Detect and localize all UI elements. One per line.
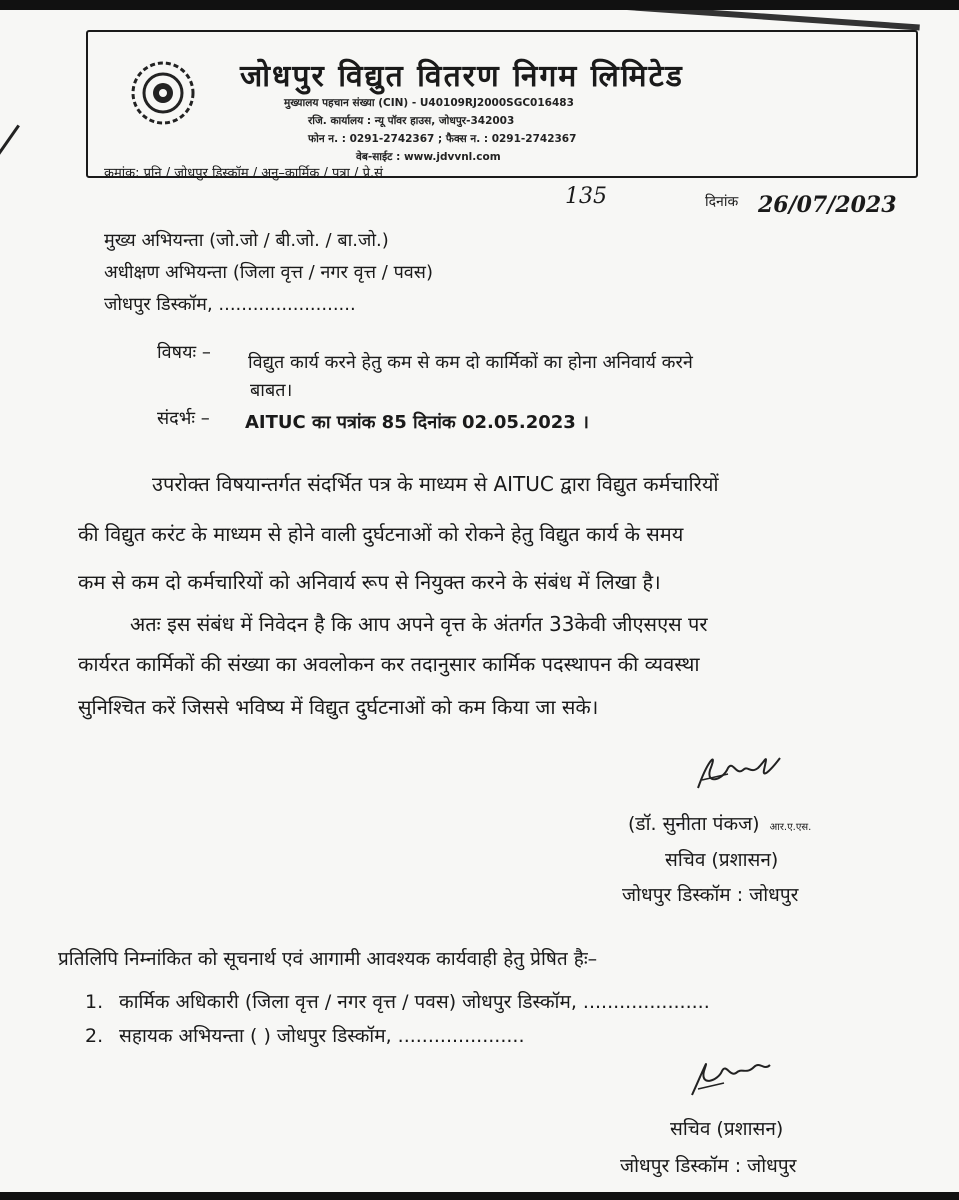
letterhead-office: रजि. कार्यालय : न्यू पॉवर हाउस, जोधपुर-342003	[308, 115, 515, 127]
letterhead	[86, 30, 918, 178]
signatory-office: जोधपुर डिस्कॉम : जोधपुर	[622, 884, 799, 906]
para1-line3: कम से कम दो कर्मचारियों को अनिवार्य रूप से नियुक्त करने के संबंध में लिखा है।	[78, 570, 661, 594]
para2-line3: सुनिश्चित करें जिससे भविष्य में विद्युत दुर्घटनाओं को कम किया जा सके।	[78, 695, 599, 719]
letterhead-cin: मुख्यालय पहचान संख्या (CIN) - U40109RJ2000SGC016483	[284, 97, 574, 109]
address-line-3: जोधपुर डिस्कॉम, ........................	[104, 294, 356, 315]
copy-intro: प्रतिलिपि निम्नांकित को सूचनार्थ एवं आगामी आवश्यक कार्यवाही हेतु प्रेषित हैः–	[58, 948, 598, 970]
para2-line2: कार्यरत कार्मिकों की संख्या का अवलोकन कर तदानुसार कार्मिक पदस्थापन की व्यवस्था	[78, 652, 700, 676]
para2-line1: अतः इस संबंध में निवेदन है कि आप अपने वृत्त के अंतर्गत 33केवी जीएसएस पर	[130, 612, 708, 636]
signatory-name	[628, 810, 811, 836]
reference-text: AITUC का पत्रांक 85 दिनांक 02.05.2023 ।	[245, 412, 589, 433]
signatory2-office: जोधपुर डिस्कॉम : जोधपुर	[620, 1155, 797, 1177]
copy-item-1	[85, 988, 710, 1014]
letterhead-phone: फोन न. : 0291-2742367 ; फैक्स न. : 0291-2742367	[308, 133, 577, 145]
dispatch-number: 135	[565, 184, 607, 209]
signatory-name-text: (डॉ. सुनीता पंकज)	[628, 813, 760, 835]
subject-label: विषयः –	[157, 342, 211, 363]
letter-page	[0, 10, 959, 1192]
reference-label-sandarbh: संदर्भः –	[157, 408, 210, 429]
subject-line-1: विद्युत कार्य करने हेतु कम से कम दो कार्मिकों का होना अनिवार्य करने	[248, 352, 693, 373]
date-label: दिनांक	[705, 194, 739, 210]
copy-item-1-num: 1.	[85, 991, 104, 1013]
company-name: जोधपुर विद्युत वितरण निगम लिमिटेड	[240, 59, 684, 94]
letter-date: 26/07/2023	[758, 192, 897, 218]
copy-item-2-text: सहायक अभियन्ता ( ) जोधपुर डिस्कॉम, .....................	[119, 1025, 525, 1047]
letterhead-website: वेब-साईट : www.jdvvnl.com	[356, 151, 501, 163]
address-line-2: अधीक्षण अभियन्ता (जिला वृत्त / नगर वृत्त / पवस)	[104, 262, 433, 283]
company-logo-icon	[128, 58, 198, 128]
signature-2	[680, 1045, 780, 1105]
copy-item-2	[85, 1022, 524, 1048]
subject-line-2: बाबत।	[250, 380, 293, 401]
para1-line1: उपरोक्त विषयान्तर्गत संदर्भित पत्र के माध्यम से AITUC द्वारा विद्युत कर्मचारियों	[152, 472, 719, 496]
address-line-1: मुख्य अभियन्ता (जो.जो / बी.जो. / बा.जो.)	[104, 230, 389, 251]
para1-line2: की विद्युत करंट के माध्यम से होने वाली दुर्घटनाओं को रोकने हेतु विद्युत कार्य के समय	[78, 522, 684, 546]
signatory2-designation: सचिव (प्रशासन)	[670, 1118, 784, 1140]
ink-mark	[620, 10, 920, 30]
ink-mark	[0, 125, 20, 176]
copy-item-2-num: 2.	[85, 1025, 104, 1047]
reference-label: क्रमांक: प्रनि / जोधपुर डिस्कॉम / अनु–कार्मिक / पत्रा / प्रे.सं	[104, 166, 383, 181]
signature-1	[688, 740, 798, 800]
signatory-service: आर.ए.एस.	[769, 822, 812, 833]
copy-item-1-text: कार्मिक अधिकारी (जिला वृत्त / नगर वृत्त / पवस) जोधपुर डिस्कॉम, .....................	[119, 991, 710, 1013]
signatory-designation: सचिव (प्रशासन)	[665, 849, 779, 871]
reference-number-line	[104, 163, 383, 181]
